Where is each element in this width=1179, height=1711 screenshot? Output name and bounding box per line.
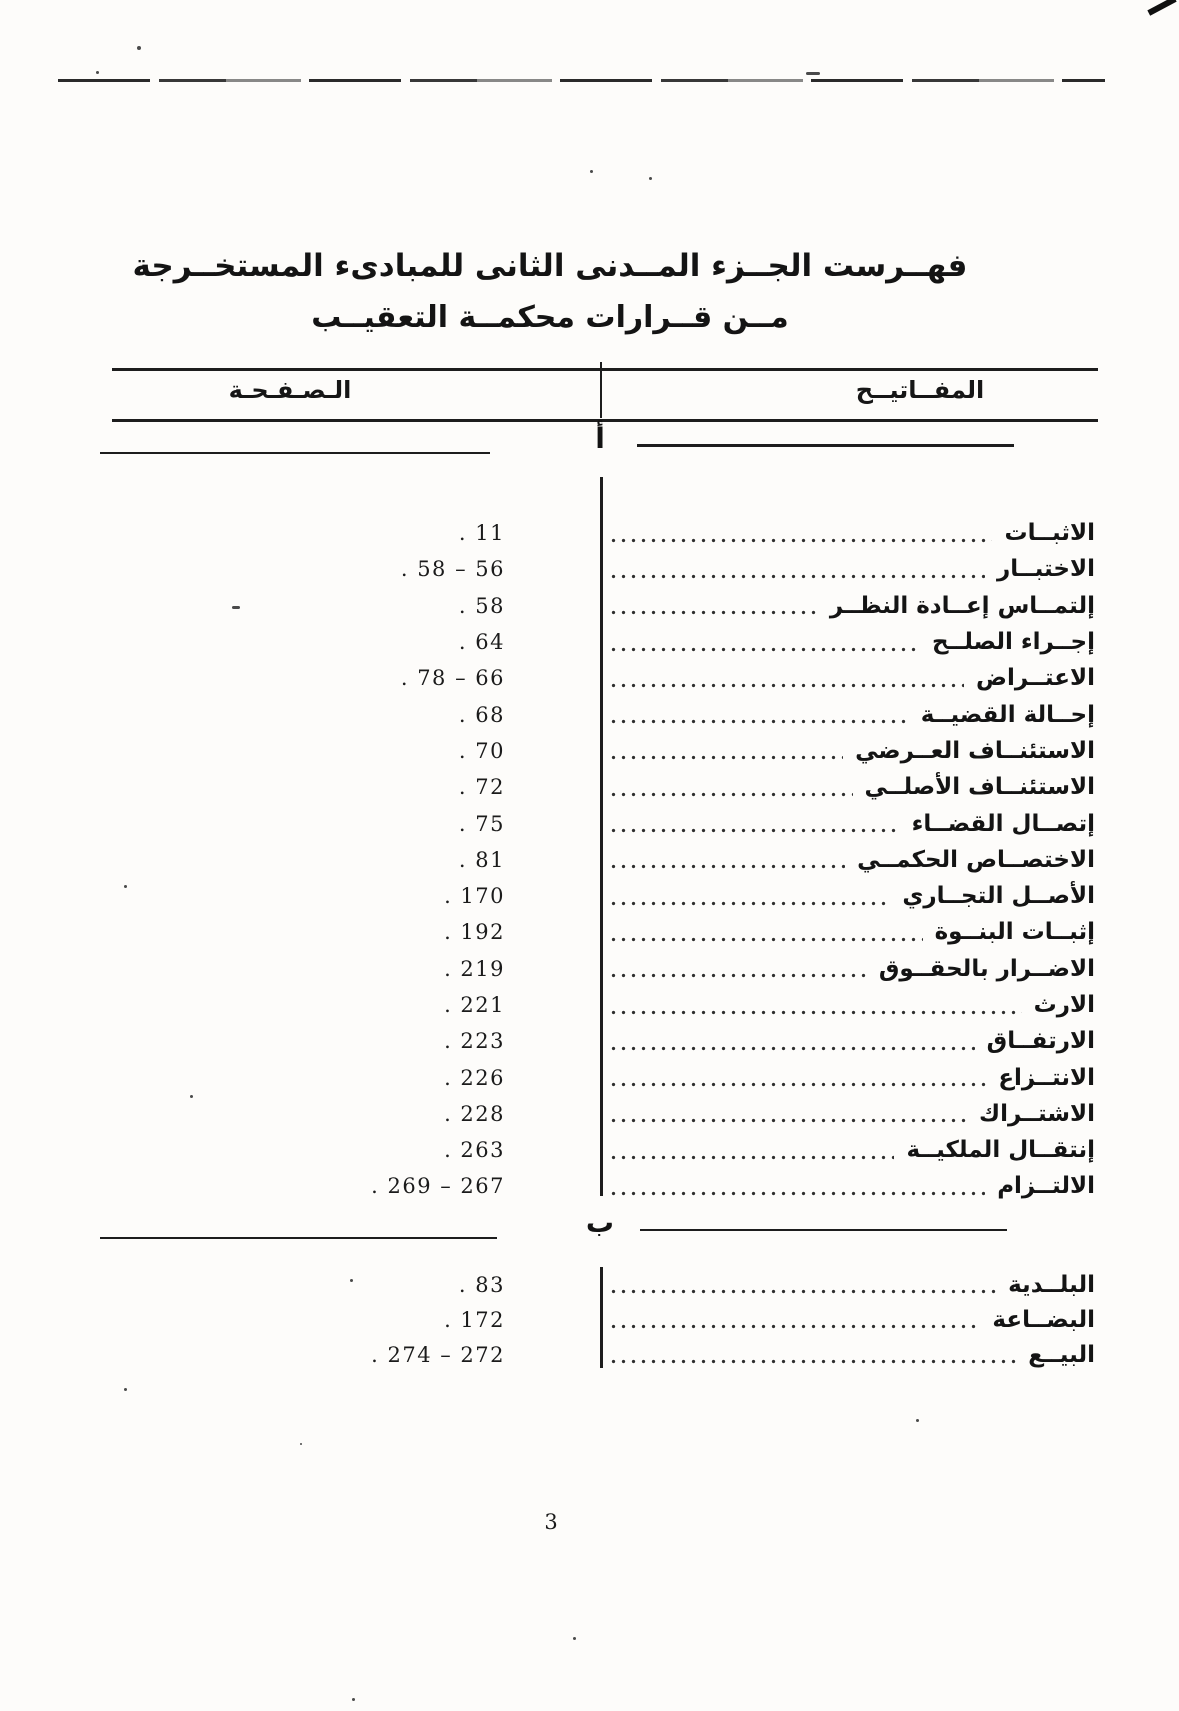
page-number-cell: . 228 <box>444 1101 505 1126</box>
page-number: 3 <box>544 1510 558 1534</box>
dot-leader <box>611 1289 996 1294</box>
dot-leader <box>611 901 890 906</box>
page-number-cell: . 219 <box>444 956 505 981</box>
keyword-cell <box>611 593 1095 619</box>
keyword-cell <box>611 956 1095 982</box>
header-column-divider <box>600 362 602 418</box>
keyword-cell <box>611 847 1095 873</box>
keyword-text: إثبــات البنــوة <box>934 919 1095 946</box>
page-number-cell: . 58 – 56 <box>400 557 505 582</box>
section-ba-rule-right <box>640 1229 1007 1231</box>
section-letter-ba: ب <box>585 1206 615 1239</box>
keyword-cell <box>611 738 1095 764</box>
index-row <box>105 769 1097 805</box>
keyword-cell <box>611 1307 1095 1333</box>
keyword-cell <box>611 1272 1095 1298</box>
keyword-text: البضــاعة <box>992 1306 1095 1333</box>
keyword-cell <box>611 1101 1095 1127</box>
keyword-text: الاستئنــاف العــرضي <box>855 737 1095 764</box>
keyword-cell <box>611 665 1095 691</box>
keyword-cell <box>611 702 1095 728</box>
page-number-cell: . 221 <box>444 993 505 1017</box>
keyword-text: إلتمــاس إعــادة النظــر <box>829 592 1095 619</box>
index-row <box>105 1096 1097 1132</box>
page-number-cell: . 72 <box>458 775 505 800</box>
index-row <box>105 1337 1097 1372</box>
keyword-cell <box>611 520 1095 546</box>
scan-speck <box>96 71 99 74</box>
index-row <box>105 1023 1097 1059</box>
dot-leader <box>611 647 920 652</box>
table-top-rule <box>112 368 1098 371</box>
index-row <box>105 1059 1097 1095</box>
page-number-cell: . 83 <box>458 1272 505 1297</box>
keyword-text: إنتقــال الملكيــة <box>906 1137 1095 1164</box>
keyword-cell <box>611 919 1095 945</box>
keyword-cell <box>611 883 1095 909</box>
keyword-cell <box>611 774 1095 800</box>
page-number-cell: . 75 <box>458 811 505 836</box>
index-row <box>105 515 1097 551</box>
dot-leader <box>611 755 843 760</box>
keyword-cell <box>611 629 1095 655</box>
title-line-2: مــن قــرارات محكمــة التعقيــب <box>311 300 789 336</box>
keyword-text: الاختصــاص الحكمــي <box>857 846 1095 873</box>
dot-leader <box>611 1082 986 1087</box>
dot-leader <box>611 792 853 797</box>
page-number-cell: . 64 <box>458 630 505 655</box>
title-line-1: فهــرست الجــزء المــدنى الثانى للمبادىء المستخــرجة <box>132 248 968 284</box>
dot-leader <box>611 1010 1022 1015</box>
section-alif-rule-right <box>637 444 1014 447</box>
page-number-cell: . 192 <box>444 920 505 945</box>
section-ba-entries <box>105 1267 1097 1372</box>
page-number-cell: . 172 <box>444 1307 505 1332</box>
keyword-text: إجــراء الصلــح <box>931 629 1095 656</box>
scan-speck <box>916 1419 919 1422</box>
scan-artifact-line <box>58 79 1105 82</box>
page-number-cell: . 263 <box>444 1138 505 1163</box>
dot-leader <box>611 719 909 724</box>
section-alif-rule-left <box>100 452 490 454</box>
dot-leader <box>611 1118 967 1123</box>
page-number-cell: . 81 <box>458 847 505 872</box>
keyword-cell <box>611 992 1095 1018</box>
index-row <box>105 987 1097 1023</box>
scan-speck <box>806 72 820 75</box>
scan-speck <box>137 46 141 50</box>
section-ba-rule-left <box>100 1237 497 1239</box>
index-row <box>105 660 1097 696</box>
keyword-text: الأصــل التجــاري <box>902 883 1095 910</box>
keyword-text: الاضــرار بالحقــوق <box>878 955 1095 982</box>
dot-leader <box>611 1046 975 1051</box>
keyword-text: الاختبــار <box>997 556 1095 583</box>
page-number-cell: . 226 <box>444 1065 505 1090</box>
dot-leader <box>611 1324 980 1329</box>
keyword-cell <box>611 1137 1095 1163</box>
scan-speck <box>590 170 593 173</box>
dot-leader <box>611 973 867 978</box>
index-row <box>105 624 1097 660</box>
index-row <box>105 878 1097 914</box>
column-header-page: الـصـفـحـة <box>228 376 352 404</box>
keyword-text: الارتفــاق <box>986 1028 1095 1055</box>
index-row <box>105 1267 1097 1302</box>
column-header-keywords: المفــاتيــح <box>855 376 985 404</box>
index-row <box>105 696 1097 732</box>
page-number-cell: . 78 – 66 <box>400 666 505 691</box>
scan-speck <box>649 177 652 180</box>
scan-corner-mark <box>1147 0 1176 16</box>
keyword-text: البيــع <box>1028 1341 1095 1368</box>
page-number-cell: . 11 <box>458 521 505 546</box>
dot-leader <box>611 538 992 543</box>
index-row <box>105 733 1097 769</box>
index-row <box>105 951 1097 987</box>
index-row <box>105 588 1097 624</box>
keyword-text: الاشتــراك <box>978 1100 1095 1127</box>
index-row <box>105 914 1097 950</box>
page-number-cell: . 223 <box>444 1029 505 1054</box>
page-number-cell: . 269 – 267 <box>371 1174 505 1199</box>
keyword-text: إحــالة القضيــة <box>920 701 1095 728</box>
section-alif-entries <box>105 515 1097 1205</box>
index-row <box>105 842 1097 878</box>
dot-leader <box>611 937 923 942</box>
page-number-cell: . 68 <box>458 702 505 727</box>
keyword-text: الارث <box>1033 992 1095 1018</box>
scan-speck <box>573 1637 576 1640</box>
dot-leader <box>611 1155 894 1160</box>
section-letter-alif: أ <box>595 422 605 455</box>
dot-leader <box>611 610 818 615</box>
index-row <box>105 805 1097 841</box>
keyword-cell <box>611 1028 1095 1054</box>
index-row <box>105 1132 1097 1168</box>
keyword-text: البلــدية <box>1008 1271 1095 1298</box>
dot-leader <box>611 1359 1016 1364</box>
keyword-cell <box>611 556 1095 582</box>
keyword-text: إتصــال القضــاء <box>911 810 1095 837</box>
keyword-text: الانتــزاع <box>998 1064 1095 1091</box>
keyword-cell <box>611 811 1095 837</box>
dot-leader <box>611 864 845 869</box>
index-row <box>105 1302 1097 1337</box>
dot-leader <box>611 828 900 833</box>
dot-leader <box>611 574 985 579</box>
keyword-text: الاثبــات <box>1004 520 1095 547</box>
keyword-cell <box>611 1065 1095 1091</box>
page-number-cell: . 70 <box>458 738 505 763</box>
page-number-cell: . 58 <box>458 593 505 618</box>
keyword-text: الاستئنــاف الأصلــي <box>864 774 1095 801</box>
keyword-text: الالتــزام <box>997 1173 1095 1200</box>
page-title <box>0 246 1100 337</box>
keyword-text: الاعتــراض <box>976 665 1095 692</box>
dot-leader <box>611 1191 985 1196</box>
scan-speck <box>352 1698 355 1701</box>
dot-leader <box>611 683 964 688</box>
index-row <box>105 1168 1097 1204</box>
page-number-cell: . 274 – 272 <box>371 1342 505 1367</box>
keyword-cell <box>611 1173 1095 1199</box>
scan-speck <box>124 1388 127 1391</box>
keyword-cell <box>611 1342 1095 1368</box>
scan-speck <box>300 1443 302 1445</box>
index-row <box>105 551 1097 587</box>
page-number-cell: . 170 <box>444 884 505 909</box>
